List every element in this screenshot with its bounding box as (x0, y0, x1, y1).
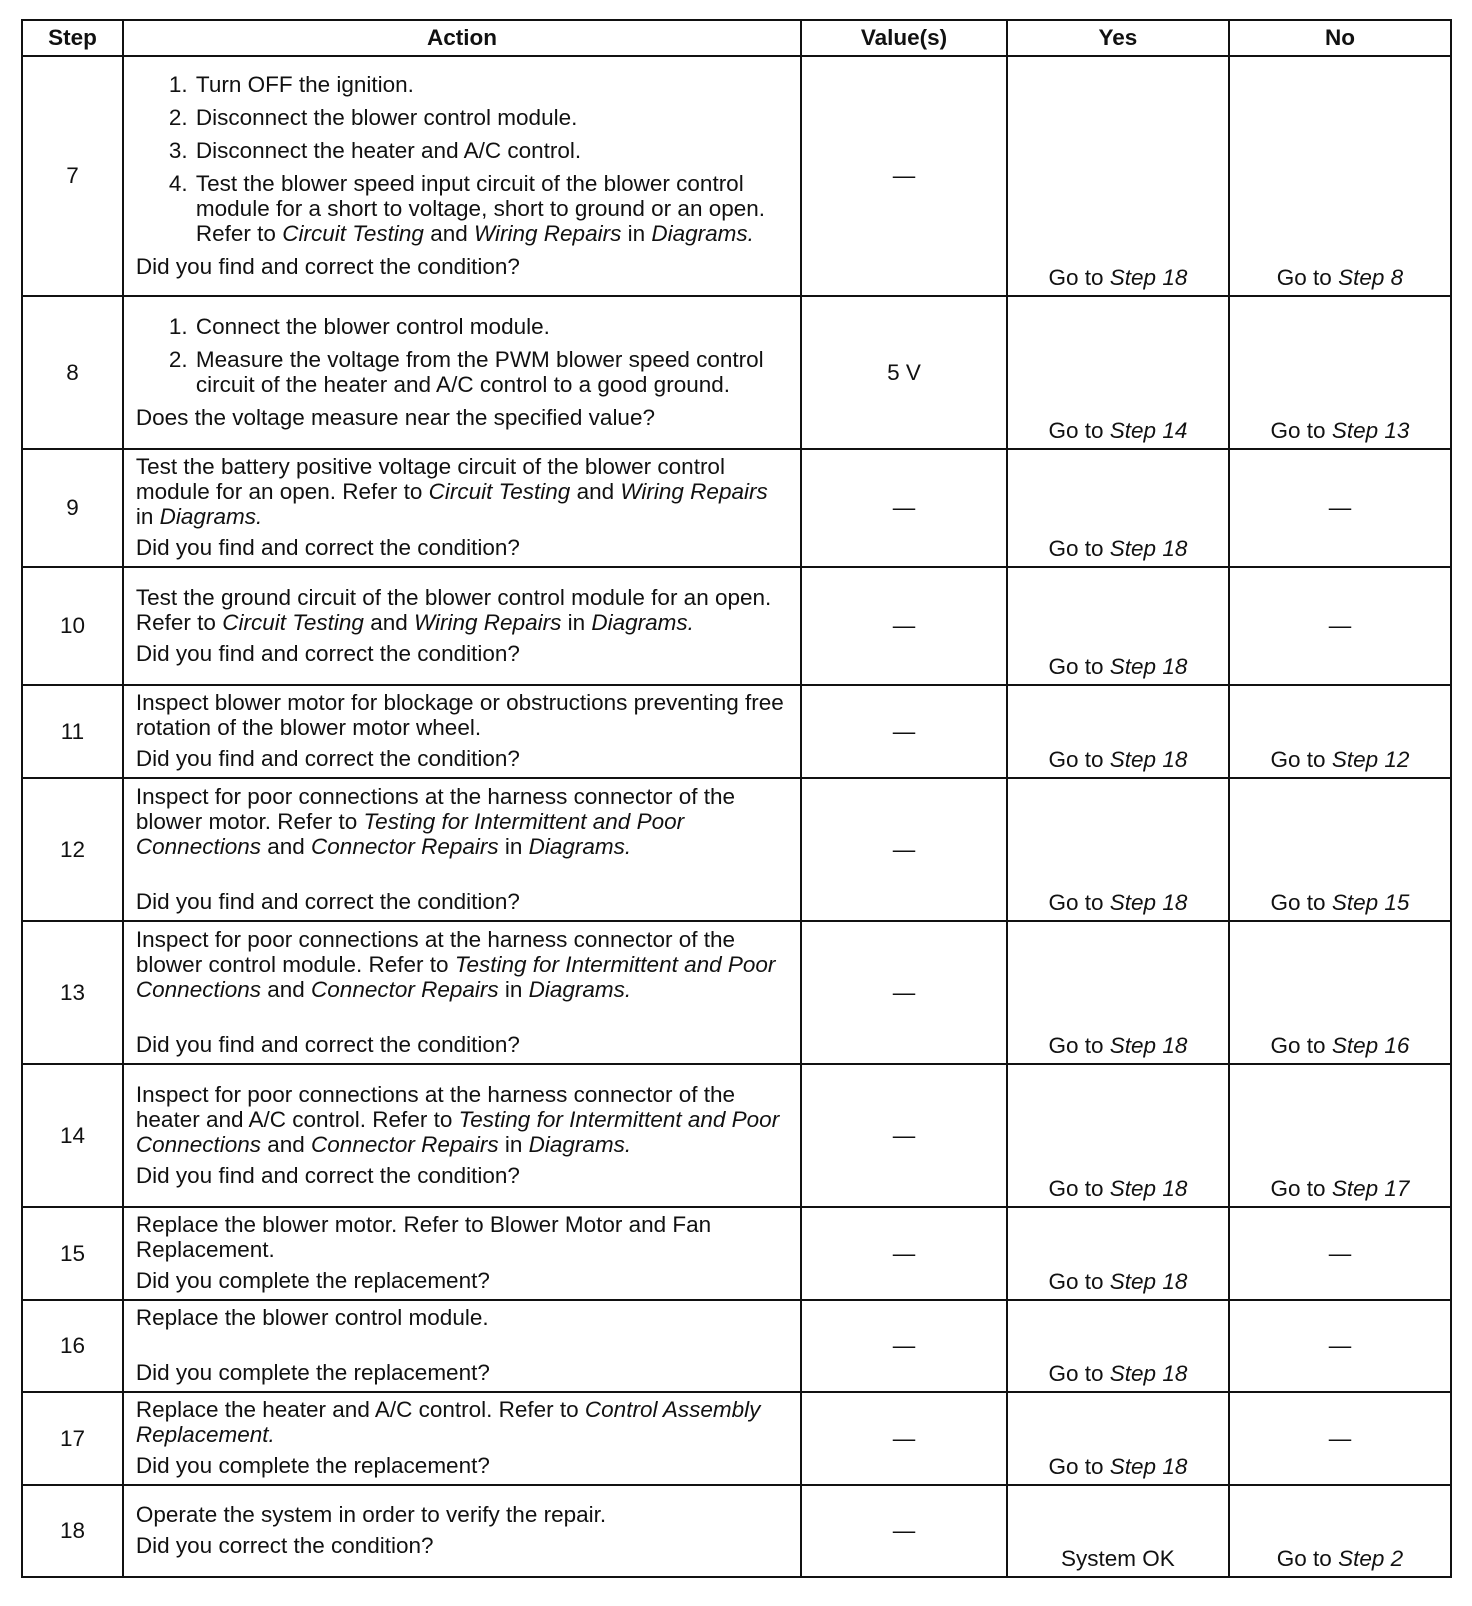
step-number: 13 (22, 921, 123, 1064)
header-yes: Yes (1007, 20, 1229, 56)
step-number: 16 (22, 1300, 123, 1392)
value-cell: — (801, 1485, 1007, 1577)
action-question: Does the voltage measure near the specified value? (135, 404, 655, 430)
table-row (22, 1392, 1451, 1485)
diagnostic-table (21, 19, 1452, 1578)
table-row (22, 1300, 1451, 1392)
action-text: Replace the blower control module. (135, 1305, 489, 1330)
action-text: Inspect for poor connections at the harness connector of the blower motor. Refer to Testing for Intermittent and Poor Connections and Connector Repairs in Diagrams. (135, 783, 736, 859)
yes-cell: Go to Step 18 (1007, 449, 1229, 567)
yes-cell: Go to Step 18 (1007, 778, 1229, 921)
step-number: 9 (22, 449, 123, 567)
action-step-item: 3. Disconnect the heater and A/C control. (194, 138, 788, 163)
header-no: No (1229, 20, 1451, 56)
action-text: Operate the system in order to verify the repair. (135, 1502, 607, 1527)
action-cell (123, 296, 801, 449)
step-number: 18 (22, 1485, 123, 1577)
action-text: Replace the heater and A/C control. Refer to Control Assembly Replacement. (135, 1397, 761, 1447)
action-cell (123, 1485, 801, 1577)
step-number: 17 (22, 1392, 123, 1485)
action-text: Replace the blower motor. Refer to Blower Motor and Fan Replacement. (135, 1212, 712, 1262)
action-question: Did you complete the replacement? (135, 1268, 490, 1293)
action-cell (123, 778, 801, 921)
no-cell: — (1229, 449, 1451, 567)
yes-cell: Go to Step 18 (1007, 1064, 1229, 1207)
action-question: Did you complete the replacement? (135, 1453, 490, 1478)
step-number: 11 (22, 685, 123, 778)
value-cell: — (801, 1300, 1007, 1392)
value-cell: 5 V (801, 296, 1007, 449)
table-row (22, 296, 1451, 449)
table-header-row (22, 20, 1451, 56)
step-number: 15 (22, 1207, 123, 1300)
action-step-item: 1. Connect the blower control module. (194, 314, 788, 339)
action-text: Inspect for poor connections at the harness connector of the blower control module. Refer to Testing for Intermittent and Poor Connections and Connector Repairs in Diagrams. (135, 926, 776, 1002)
header-step: Step (22, 20, 123, 56)
action-cell (123, 1392, 801, 1485)
action-cell (123, 449, 801, 567)
action-steps-list (136, 72, 788, 246)
value-cell: — (801, 778, 1007, 921)
action-question: Did you find and correct the condition? (135, 253, 520, 279)
action-question: Did you find and correct the condition? (135, 640, 520, 666)
yes-cell: Go to Step 18 (1007, 921, 1229, 1064)
action-steps-list (136, 314, 788, 397)
action-cell (123, 56, 801, 296)
table-row (22, 449, 1451, 567)
action-cell (123, 1064, 801, 1207)
no-cell: — (1229, 1392, 1451, 1485)
action-question: Did you find and correct the condition? (135, 888, 520, 914)
action-question: Did you find and correct the condition? (135, 746, 520, 771)
value-cell: — (801, 56, 1007, 296)
header-action: Action (123, 20, 801, 56)
step-number: 7 (22, 56, 123, 296)
yes-cell: Go to Step 18 (1007, 685, 1229, 778)
action-cell (123, 1207, 801, 1300)
yes-cell: Go to Step 18 (1007, 1392, 1229, 1485)
table-row (22, 921, 1451, 1064)
no-cell: Go to Step 16 (1229, 921, 1451, 1064)
action-cell (123, 1300, 801, 1392)
action-step-item: 2. Disconnect the blower control module. (194, 105, 788, 130)
no-cell: Go to Step 12 (1229, 685, 1451, 778)
step-number: 8 (22, 296, 123, 449)
action-question: Did you complete the replacement? (135, 1360, 490, 1385)
table-row (22, 685, 1451, 778)
no-cell: — (1229, 1207, 1451, 1300)
table-row (22, 567, 1451, 685)
step-number: 10 (22, 567, 123, 685)
step-number: 12 (22, 778, 123, 921)
action-cell (123, 921, 801, 1064)
yes-cell: Go to Step 18 (1007, 1207, 1229, 1300)
action-step-item: 2. Measure the voltage from the PWM blower speed control circuit of the heater and A/C control to a good ground. (194, 347, 788, 397)
table-body (22, 56, 1451, 1577)
action-text: Test the ground circuit of the blower control module for an open. Refer to Circuit Testing and Wiring Repairs in Diagrams. (135, 584, 772, 635)
action-question: Did you correct the condition? (135, 1533, 434, 1558)
action-text: Inspect blower motor for blockage or obstructions preventing free rotation of the blower motor wheel. (135, 690, 784, 740)
header-values: Value(s) (801, 20, 1007, 56)
action-cell (123, 685, 801, 778)
table-row (22, 1207, 1451, 1300)
no-cell: Go to Step 13 (1229, 296, 1451, 449)
no-cell: Go to Step 17 (1229, 1064, 1451, 1207)
yes-cell: Go to Step 18 (1007, 1300, 1229, 1392)
yes-cell: Go to Step 18 (1007, 56, 1229, 296)
action-question: Did you find and correct the condition? (135, 1162, 520, 1188)
value-cell: — (801, 1064, 1007, 1207)
table-row (22, 56, 1451, 296)
no-cell: — (1229, 1300, 1451, 1392)
value-cell: — (801, 567, 1007, 685)
action-question: Did you find and correct the condition? (135, 535, 520, 560)
value-cell: — (801, 685, 1007, 778)
action-text: Test the battery positive voltage circuit of the blower control module for an open. Refer to Circuit Testing and Wiring Repairs in Diagrams. (135, 454, 768, 529)
table-row (22, 778, 1451, 921)
no-cell: Go to Step 15 (1229, 778, 1451, 921)
value-cell: — (801, 1392, 1007, 1485)
action-step-item: 1. Turn OFF the ignition. (194, 72, 788, 97)
action-text: Inspect for poor connections at the harness connector of the heater and A/C control. Refer to Testing for Intermittent and Poor Connections and Connector Repairs in Diagrams. (135, 1081, 780, 1157)
step-number: 14 (22, 1064, 123, 1207)
yes-cell: Go to Step 18 (1007, 567, 1229, 685)
table-row (22, 1485, 1451, 1577)
no-cell: Go to Step 8 (1229, 56, 1451, 296)
yes-cell: Go to Step 14 (1007, 296, 1229, 449)
value-cell: — (801, 1207, 1007, 1300)
value-cell: — (801, 921, 1007, 1064)
action-cell (123, 567, 801, 685)
action-step-item: 4. Test the blower speed input circuit of the blower control module for a short to voltage, short to ground or an open. Refer to Circuit Testing and Wiring Repairs in Diagrams. (194, 171, 788, 246)
table-row (22, 1064, 1451, 1207)
value-cell: — (801, 449, 1007, 567)
action-question: Did you find and correct the condition? (135, 1031, 520, 1057)
no-cell: — (1229, 567, 1451, 685)
no-cell: Go to Step 2 (1229, 1485, 1451, 1577)
yes-cell: System OK (1007, 1485, 1229, 1577)
